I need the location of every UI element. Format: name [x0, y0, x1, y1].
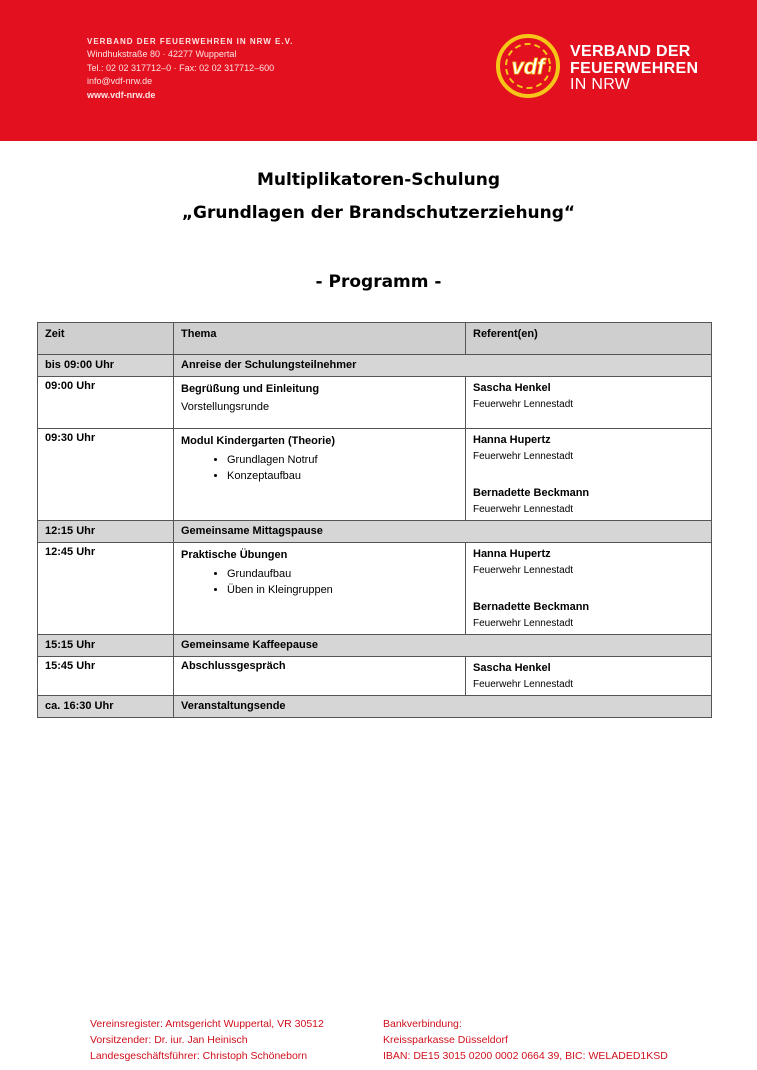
list-item: • Konzeptaufbau: [227, 468, 458, 484]
table-row: [38, 355, 712, 377]
row-time: 15:15 Uhr: [38, 635, 174, 657]
row-time: bis 09:00 Uhr: [38, 355, 174, 377]
table-row: [38, 377, 712, 429]
speaker-org: Feuerwehr Lennestadt: [473, 451, 574, 462]
row-speakers: [466, 543, 712, 635]
org-address: Windhukstraße 80 · 42277 Wuppertal: [87, 49, 237, 59]
row-topic: Abschlussgespräch: [174, 657, 466, 696]
vdf-logo: [494, 30, 734, 102]
footer-bank: [383, 1016, 668, 1064]
org-website: www.vdf-nrw.de: [87, 89, 156, 100]
logo-line-2: FEUERWEHREN: [570, 59, 699, 77]
row-topic: Gemeinsame Kaffeepause: [174, 635, 712, 657]
footer-bank-label: Bankverbindung:: [383, 1018, 462, 1030]
speaker-org: Feuerwehr Lennestadt: [473, 679, 574, 690]
footer-iban: IBAN: DE15 3015 0200 0002 0664 39, BIC: WELADED1KSD: [383, 1050, 668, 1062]
topic-bullet-list: [181, 452, 458, 484]
logo-wordmark: [570, 44, 698, 94]
footer-chairman: Vorsitzender: Dr. iur. Jan Heinisch: [90, 1034, 248, 1046]
title-line-2: „Grundlagen der Brandschutzerziehung“: [181, 203, 576, 223]
speaker-org: Feuerwehr Lennestadt: [473, 399, 574, 410]
row-topic-cell: [174, 377, 466, 429]
table-row: [38, 635, 712, 657]
header-topic: Thema: [174, 323, 466, 355]
row-topic: Gemeinsame Mittagspause: [174, 521, 712, 543]
list-item: • Grundlagen Notruf: [227, 452, 458, 468]
footer-manager: Landesgeschäftsführer: Christoph Schöneborn: [90, 1050, 308, 1062]
row-topic: Veranstaltungsende: [174, 696, 712, 718]
row-subtopic: Vorstellungsrunde: [181, 401, 270, 413]
speaker-name: Hanna Hupertz: [473, 434, 551, 446]
speaker-name: Sascha Henkel: [473, 382, 551, 394]
footer-registry: [90, 1016, 324, 1064]
topic-bullet-list: [181, 566, 458, 598]
logo-line-3: IN NRW: [570, 76, 631, 93]
title-line-1: Multiplikatoren-Schulung: [256, 170, 500, 190]
logo-mark-text: vdf: [511, 54, 545, 79]
document-title: [0, 166, 757, 296]
row-speakers: [466, 657, 712, 696]
speaker-name: Bernadette Beckmann: [473, 601, 590, 613]
vdf-logo-icon: [494, 30, 562, 102]
row-time: 09:00 Uhr: [38, 377, 174, 429]
row-topic: Praktische Übungen: [181, 549, 288, 561]
list-item: • Üben in Kleingruppen: [227, 582, 458, 598]
org-name: VERBAND DER FEUERWEHREN IN NRW E.V.: [87, 37, 294, 46]
row-topic: Anreise der Schulungsteilnehmer: [174, 355, 712, 377]
row-time: ca. 16:30 Uhr: [38, 696, 174, 718]
table-header-row: [38, 323, 712, 355]
speaker-name: Hanna Hupertz: [473, 548, 551, 560]
org-contact-block: [87, 35, 293, 102]
footer-register: Vereinsregister: Amtsgericht Wuppertal, VR 30512: [90, 1018, 324, 1030]
speaker-org: Feuerwehr Lennestadt: [473, 565, 574, 576]
row-topic: Begrüßung und Einleitung: [181, 383, 320, 395]
list-item: • Grundaufbau: [227, 566, 458, 582]
row-topic-cell: [174, 543, 466, 635]
program-table: [37, 322, 712, 718]
speaker-org: Feuerwehr Lennestadt: [473, 618, 574, 629]
row-time: 09:30 Uhr: [38, 429, 174, 521]
row-topic: Modul Kindergarten (Theorie): [181, 435, 335, 447]
row-speakers: [466, 429, 712, 521]
footer-bank-name: Kreissparkasse Düsseldorf: [383, 1034, 508, 1046]
table-row: [38, 543, 712, 635]
title-line-3: - Programm -: [315, 272, 442, 292]
row-topic-cell: [174, 429, 466, 521]
row-time: 15:45 Uhr: [38, 657, 174, 696]
row-speakers: [466, 377, 712, 429]
row-time: 12:15 Uhr: [38, 521, 174, 543]
org-phone: Tel.: 02 02 317712–0 · Fax: 02 02 317712–600: [87, 62, 275, 73]
speaker-org: Feuerwehr Lennestadt: [473, 504, 574, 515]
table-row: [38, 521, 712, 543]
org-email: info@vdf-nrw.de: [87, 76, 153, 86]
row-time: 12:45 Uhr: [38, 543, 174, 635]
speaker-name: Bernadette Beckmann: [473, 487, 590, 499]
table-row: [38, 429, 712, 521]
logo-line-1: VERBAND DER: [570, 43, 691, 60]
header-time: Zeit: [38, 323, 174, 355]
speaker-name: Sascha Henkel: [473, 662, 551, 674]
letterhead-banner: [0, 0, 757, 141]
table-row: [38, 696, 712, 718]
table-row: [38, 657, 712, 696]
header-speakers: Referent(en): [466, 323, 712, 355]
